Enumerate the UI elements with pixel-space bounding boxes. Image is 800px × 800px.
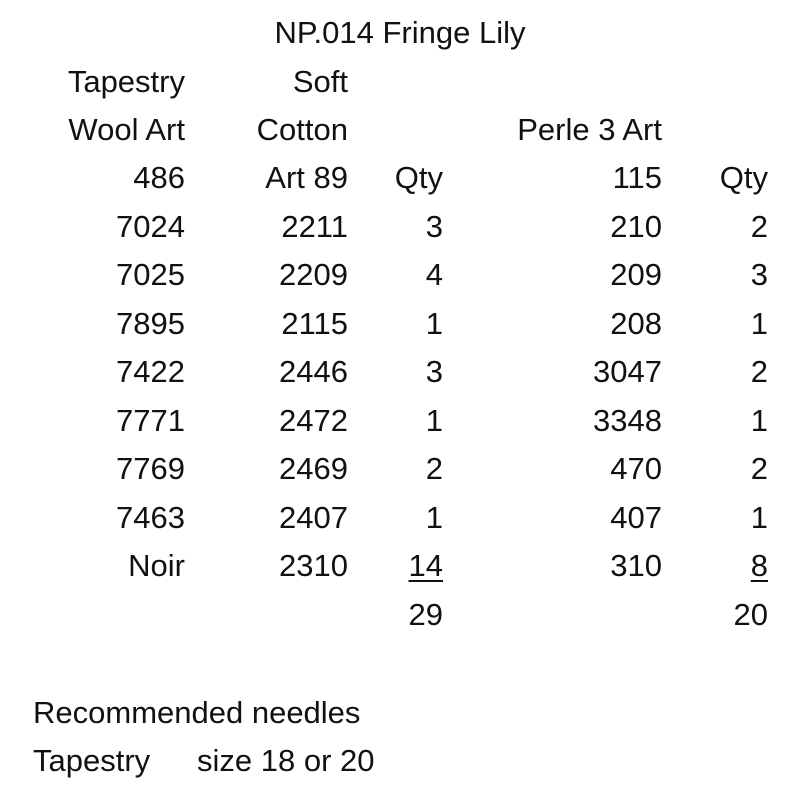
cell-qty2-wrap [680, 547, 768, 585]
cell-perle: 310 [610, 548, 662, 583]
cell-cotton: 2472 [279, 403, 348, 438]
cell-qty2: 1 [750, 500, 768, 535]
needle-size: size 18 or 20 [197, 743, 375, 778]
cell-wool: 7422 [116, 354, 185, 389]
cell-qty1: 2 [425, 451, 443, 486]
cell-wool: 7024 [116, 209, 185, 244]
total-qty2: 20 [733, 597, 768, 632]
total-qty1: 29 [408, 597, 443, 632]
cell-qty1: 14 [408, 548, 443, 583]
header-wool-line1: Tapestry [67, 64, 185, 99]
cell-cotton: 2407 [279, 500, 348, 535]
cell-qty1: 4 [425, 257, 443, 292]
cell-perle: 209 [610, 257, 662, 292]
header-perle-line1: Perle 3 Art [517, 112, 662, 147]
cell-qty2: 1 [750, 306, 768, 341]
cell-qty2: 1 [750, 403, 768, 438]
header-cotton-line3: Art 89 [265, 160, 348, 195]
document-title: NP.014 Fringe Lily [274, 15, 526, 50]
cell-cotton: 2446 [279, 354, 348, 389]
cell-perle: 208 [610, 306, 662, 341]
cell-cotton: 2469 [279, 451, 348, 486]
needle-type: Tapestry [33, 743, 151, 778]
cell-qty1: 3 [425, 354, 443, 389]
cell-wool: Noir [128, 548, 185, 583]
cell-qty1: 1 [425, 403, 443, 438]
cell-wool: 7771 [116, 403, 185, 438]
header-qty-1: Qty [394, 160, 443, 195]
cell-perle: 3348 [593, 403, 662, 438]
header-wool-line2: Wool Art [68, 112, 185, 147]
cell-qty1: 1 [425, 500, 443, 535]
cell-wool: 7025 [116, 257, 185, 292]
cell-cotton: 2310 [279, 548, 348, 583]
needles-heading: Recommended needles [33, 695, 361, 730]
header-perle-line2: 115 [612, 160, 662, 195]
cell-cotton: 2209 [279, 257, 348, 292]
cell-qty1-wrap [360, 547, 443, 585]
cell-perle: 3047 [593, 354, 662, 389]
header-cotton-line2: Cotton [256, 112, 348, 147]
cell-qty2: 3 [750, 257, 768, 292]
cell-cotton: 2115 [281, 306, 348, 341]
cell-qty1: 3 [425, 209, 443, 244]
cell-qty2: 2 [750, 209, 768, 244]
cell-wool: 7463 [116, 500, 185, 535]
cell-qty2: 2 [750, 451, 768, 486]
cell-perle: 407 [610, 500, 662, 535]
cell-qty1: 1 [425, 306, 443, 341]
cell-wool: 7895 [116, 306, 185, 341]
cell-wool: 7769 [116, 451, 185, 486]
cell-perle: 210 [610, 209, 662, 244]
cell-cotton: 2211 [281, 209, 348, 244]
cell-perle: 470 [610, 451, 662, 486]
cell-qty2: 8 [750, 548, 768, 583]
header-qty-2: Qty [719, 160, 768, 195]
cell-qty2: 2 [750, 354, 768, 389]
header-cotton-line1: Soft [292, 64, 348, 99]
header-wool-line3: 486 [133, 160, 185, 195]
